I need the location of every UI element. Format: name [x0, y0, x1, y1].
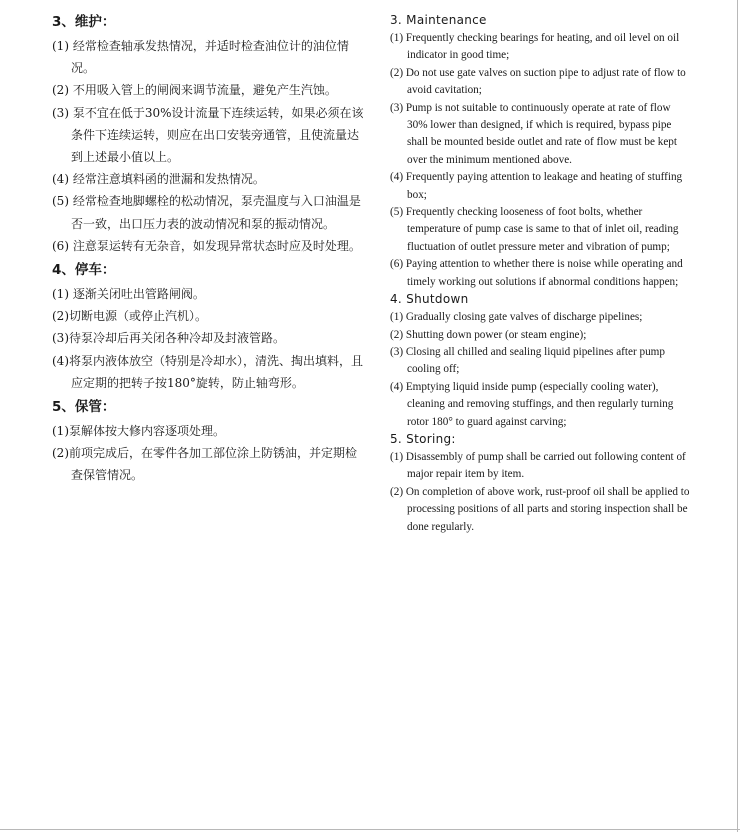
en-maintenance-item-5: (5) Frequently checking looseness of foot bolts, whether temperature of pump case is same to that of inlet oil, reading fluctuation of outlet pressure meter and vibration of pump;	[390, 206, 679, 253]
en-storing-item-2: (2) On completion of above work, rust-proof oil shall be applied to processing positions of all parts and storing inspection shall be done regularly.	[390, 485, 690, 533]
en-storing-list	[390, 449, 692, 536]
cn-heading-maintenance: 3、维护：	[52, 14, 116, 30]
en-shutdown-item-3: (3) Closing all chilled and sealing liquid pipelines after pump cooling off;	[390, 345, 665, 376]
en-maintenance-item-2: (2) Do not use gate valves on suction pipe to adjust rate of flow to avoid cavitation;	[390, 66, 686, 97]
cn-shutdown-item-1: (1) 逐渐关闭吐出管路闸阀。	[52, 287, 205, 302]
cn-maintenance-item-4: (4) 经常注意填料函的泄漏和发热情况。	[52, 172, 265, 187]
en-heading-maintenance: 3. Maintenance	[390, 13, 487, 27]
cn-shutdown-item-3: (3)待泵冷却后再关闭各种冷却及封液管路。	[52, 331, 285, 346]
en-shutdown-list	[390, 309, 692, 431]
en-shutdown-item-2: (2) Shutting down power (or steam engine);	[390, 328, 587, 341]
page-edge-bottom	[0, 829, 740, 830]
cn-storing-item-2: (2)前项完成后，在零件各加工部位涂上防锈油，并定期检查保管情况。	[52, 446, 358, 483]
en-heading-storing: 5. Storing:	[390, 431, 456, 446]
en-storing-item-1: (1) Disassembly of pump shall be carried out following content of major repair item by item.	[390, 450, 686, 481]
cn-shutdown-list	[52, 283, 368, 394]
cn-storing-list	[52, 420, 368, 487]
cn-maintenance-item-2: (2) 不用吸入管上的闸阀来调节流量，避免产生汽蚀。	[52, 83, 337, 98]
cn-maintenance-item-1: (1) 经常检查轴承发热情况，并适时检查油位计的油位情况。	[52, 39, 349, 76]
cn-heading-shutdown: 4、停车：	[52, 262, 116, 279]
cn-heading-storing: 5、保管：	[52, 399, 116, 416]
en-shutdown-item-1: (1) Gradually closing gate valves of discharge pipelines;	[390, 311, 643, 324]
cn-maintenance-item-5: (5) 经常检查地脚螺栓的松动情况，泵壳温度与入口油温是否一致，出口压力表的波动情况和泵的振动情况。	[52, 194, 361, 231]
cn-maintenance-item-6: (6) 注意泵运转有无杂音，如发现异常状态时应及时处理。	[52, 238, 361, 253]
cn-maintenance-list	[52, 35, 368, 257]
en-maintenance-item-3: (3) Pump is not suitable to continuously operate at rate of flow 30% lower than designed, if which is required, bypass pipe shall be mounted beside outlet and rate of flow must be kept over the minimum mentioned above.	[390, 101, 677, 166]
en-maintenance-list	[390, 30, 692, 291]
cn-shutdown-item-2: (2)切断电源（或停止汽机）。	[52, 309, 207, 324]
en-heading-shutdown: 4. Shutdown	[390, 292, 469, 307]
en-maintenance-item-6: (6) Paying attention to whether there is noise while operating and timely working out solutions if abnormal conditions happen;	[390, 258, 683, 288]
chinese-column	[52, 12, 368, 490]
cn-storing-item-1: (1)泵解体按大修内容逐项处理。	[52, 424, 225, 439]
english-column	[390, 12, 692, 536]
en-maintenance-item-4: (4) Frequently paying attention to leakage and heating of stuffing box;	[390, 171, 683, 201]
en-maintenance-item-1: (1) Frequently checking bearings for heating, and oil level on oil indicator in good time;	[390, 32, 680, 62]
en-shutdown-item-4: (4) Emptying liquid inside pump (especially cooling water), cleaning and removing stuffings, and then regularly turning rotor 180° to guard against carving;	[390, 380, 674, 428]
cn-shutdown-item-4: (4)将泵内液体放空（特别是冷却水），清洗、掏出填料，且应定期的把转子按180°旋转，防止轴弯形。	[52, 353, 364, 390]
page-edge-right	[737, 0, 738, 832]
cn-maintenance-item-3: (3) 泵不宜在低于30%设计流量下连续运转，如果必须在该条件下连续运转，则应在出口安装旁通管，且使流量达到上述最小值以上。	[52, 105, 364, 165]
